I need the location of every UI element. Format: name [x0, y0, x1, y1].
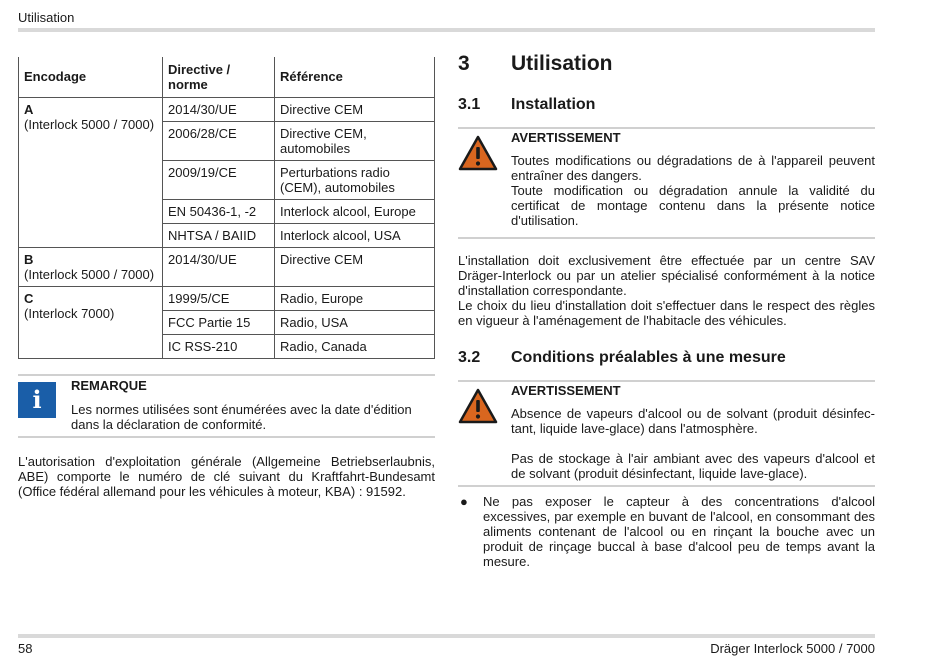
warning-box-conditions [458, 380, 875, 487]
standards-table [18, 57, 435, 359]
warning-title: AVERTISSEMENT [511, 130, 621, 145]
encodage-code: A [24, 101, 34, 117]
table-row [19, 247, 435, 286]
warning-text-line: Pas de stockage à l'air ambiant avec des vapeurs d'alcool et de solvant (produit désinfectant, liquide lave-glace). [511, 451, 875, 481]
subsection-number-installation: 3.1 [458, 96, 481, 113]
table-row [19, 97, 435, 121]
reference-cell: Perturbations radio (CEM), automobiles [275, 160, 435, 199]
warning-text [511, 153, 875, 228]
subsection-title-installation: Installation [511, 96, 596, 113]
section-title: Utilisation [511, 52, 613, 75]
reference-cell: Radio, Canada [275, 334, 435, 358]
directive-cell: EN 50436-1, -2 [163, 199, 275, 223]
reference-cell: Radio, USA [275, 310, 435, 334]
encodage-cell-a [19, 97, 163, 247]
table-row [19, 286, 435, 310]
reference-cell: Directive CEM, automobiles [275, 121, 435, 160]
warning-text [511, 406, 875, 481]
header-rule [18, 28, 875, 32]
paragraph-line: Le choix du lieu d'installation doit s'effectuer dans le respect des règles en vigueur à l'aménagement de l'habitacle des véhicules. [458, 298, 875, 328]
directive-cell: NHTSA / BAIID [163, 223, 275, 247]
table-header-row [19, 57, 435, 97]
directive-cell: FCC Partie 15 [163, 310, 275, 334]
running-header: Utilisation [18, 10, 75, 25]
directive-cell: IC RSS-210 [163, 334, 275, 358]
subsection-title-conditions: Conditions préalables à une mesure [511, 349, 786, 366]
directive-cell: 1999/5/CE [163, 286, 275, 310]
reference-cell: Radio, Europe [275, 286, 435, 310]
reference-cell: Interlock alcool, Europe [275, 199, 435, 223]
encodage-device: (Interlock 5000 / 7000) [24, 116, 155, 132]
col-header-encodage: Encodage [19, 57, 163, 97]
warning-text-line: Toute modification ou dégradation annule la validité du certificat de montage contenu dans la présente notice d'utilisation. [511, 183, 875, 228]
encodage-cell-b [19, 247, 163, 286]
directive-cell: 2009/19/CE [163, 160, 275, 199]
col-header-reference: Référence [275, 57, 435, 97]
encodage-cell-c [19, 286, 163, 358]
encodage-device: (Interlock 7000) [24, 305, 115, 321]
section-number: 3 [458, 52, 470, 75]
encodage-code: C [24, 290, 34, 306]
installation-paragraph [458, 253, 875, 328]
col-header-directive: Directive / norme [163, 57, 275, 97]
abe-paragraph: L'autorisation d'exploitation générale (Allgemeine Betriebserlaubnis, ABE) comporte le numéro de clé suivant du Kraftfahrt-Bundesamt (Office fédéral allemand pour les véhicules à moteur, KBA) : 91592. [18, 454, 435, 499]
reference-cell: Directive CEM [275, 247, 435, 286]
info-icon: i [18, 382, 56, 418]
reference-cell: Interlock alcool, USA [275, 223, 435, 247]
directive-cell: 2014/30/UE [163, 247, 275, 286]
note-title: REMARQUE [71, 378, 147, 393]
warning-triangle-icon [458, 135, 498, 171]
bullet-text: Ne pas exposer le capteur à des concentrations d'alcool excessives, par exemple en buvant de l'alcool, en consommant des aliments contenant de l'alcool ou en rinçant la bouche avec un produit de rinçage buccal à base d'alcool peu de temps avant la mesure. [483, 494, 875, 569]
warning-triangle-icon [458, 388, 498, 424]
warning-spacer [511, 436, 875, 451]
bullet-dot-icon: ● [460, 494, 468, 509]
warning-box-installation [458, 127, 875, 239]
reference-cell: Directive CEM [275, 97, 435, 121]
directive-cell: 2014/30/UE [163, 97, 275, 121]
warning-text-line: Absence de vapeurs d'alcool ou de solvant (produit désinfec-tant, liquide lave-glace) dans l'atmosphère. [511, 406, 875, 436]
footer-rule [18, 634, 875, 638]
encodage-code: B [24, 251, 34, 267]
warning-text-line: Toutes modifications ou dégradations de à l'appareil peuvent entraîner des dangers. [511, 153, 875, 183]
product-name: Dräger Interlock 5000 / 7000 [710, 641, 875, 656]
page-number: 58 [18, 641, 33, 656]
warning-title: AVERTISSEMENT [511, 383, 621, 398]
subsection-number-conditions: 3.2 [458, 349, 481, 366]
note-text: Les normes utilisées sont énumérées avec la date d'édition dans la déclaration de conformité. [71, 402, 412, 432]
paragraph-line: L'installation doit exclusivement être effectuée par un centre SAV Dräger-Interlock ou par un atelier spécialisé conformément à la notice d'installation correspondante. [458, 253, 875, 298]
encodage-device: (Interlock 5000 / 7000) [24, 266, 155, 282]
note-box [18, 374, 435, 438]
directive-cell: 2006/28/CE [163, 121, 275, 160]
